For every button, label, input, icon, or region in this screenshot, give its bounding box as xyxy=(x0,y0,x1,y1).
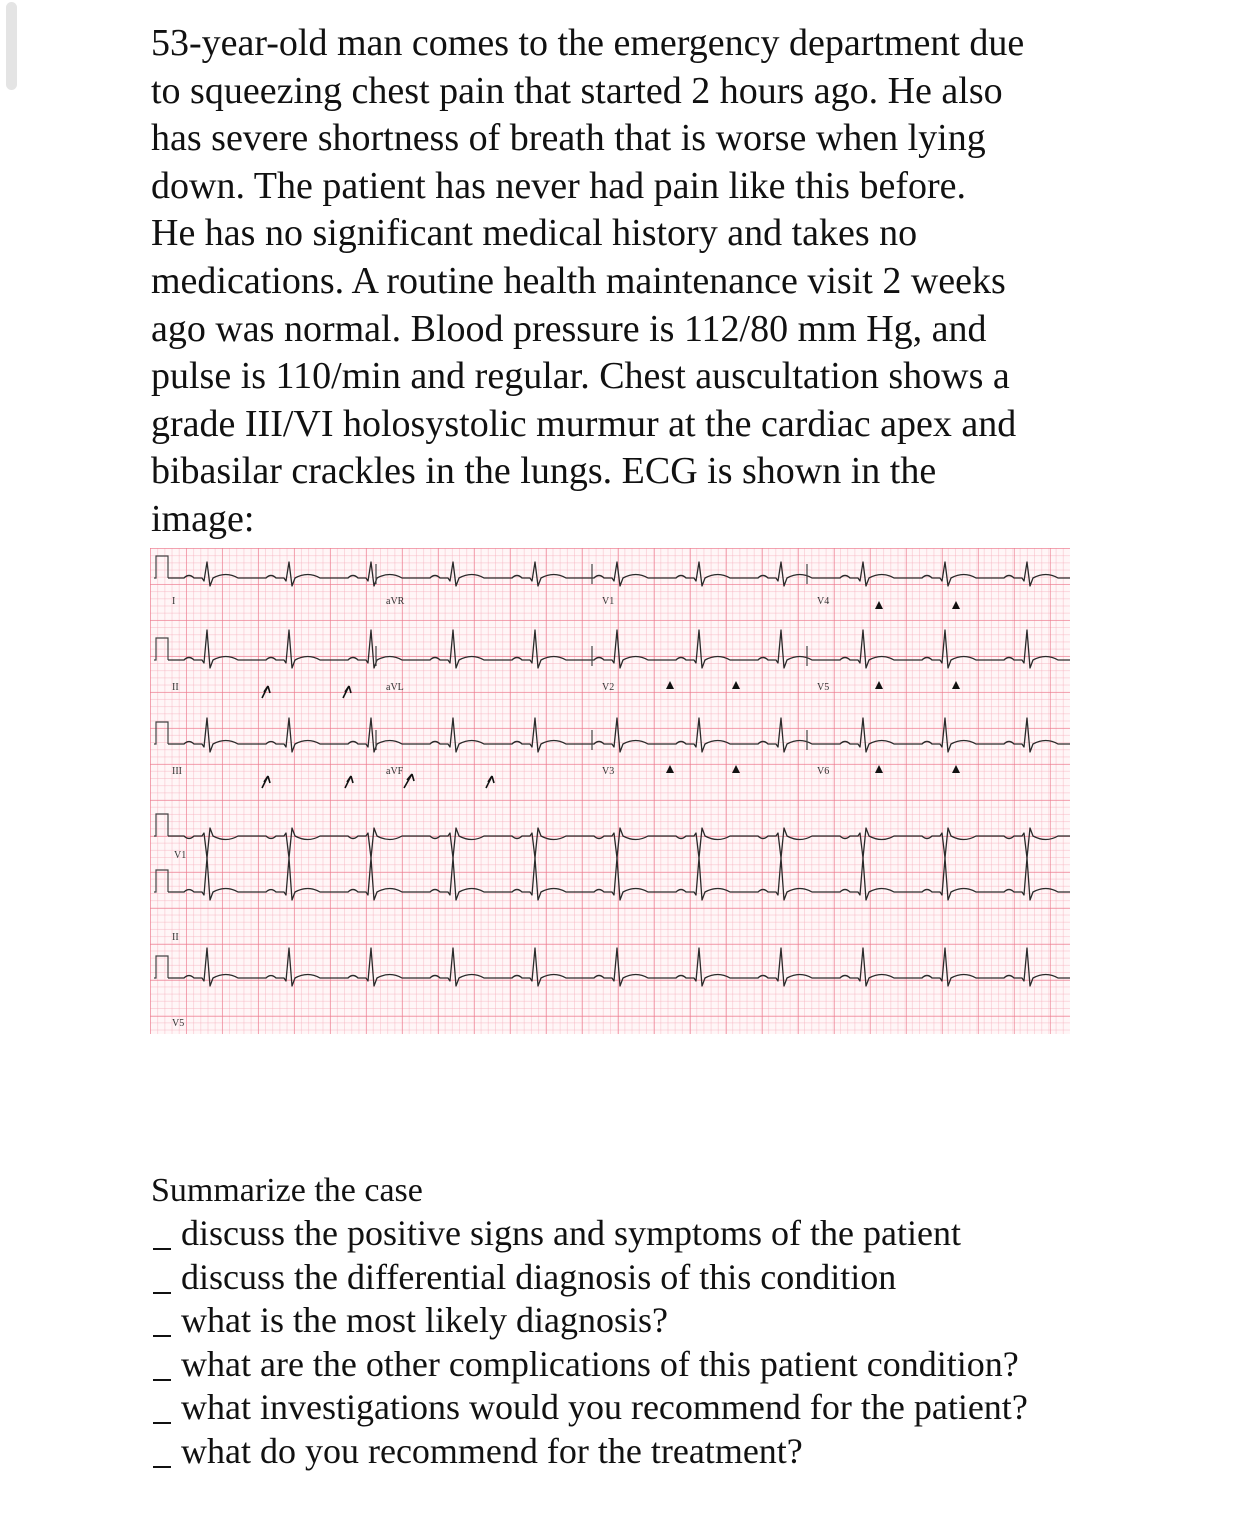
question-text: what investigations would you recommend for the patient? xyxy=(181,1387,1028,1428)
lead-label: V4 xyxy=(817,596,830,607)
triangle-marker xyxy=(666,765,674,773)
triangle-marker xyxy=(875,681,883,689)
triangle-marker xyxy=(732,681,740,689)
lead-label: II xyxy=(172,682,179,693)
question-item xyxy=(151,1343,1151,1387)
lead-label: aVL xyxy=(386,682,404,693)
lead-label: V1 xyxy=(174,850,187,861)
lead-label: V5 xyxy=(172,1018,185,1029)
case-line: ago was normal. Blood pressure is 112/80 mm Hg, and xyxy=(151,307,987,350)
calibration-pulse xyxy=(154,638,168,660)
ecg-trace xyxy=(168,718,1070,752)
triangle-marker xyxy=(875,765,883,773)
calibration-pulse xyxy=(154,870,168,892)
question-list xyxy=(151,1212,1151,1474)
case-line: 53-year-old man comes to the emergency department due xyxy=(151,22,1025,64)
calibration-pulse xyxy=(154,814,168,836)
lead-label: I xyxy=(172,596,176,607)
question-text: what are the other complications of this patient condition? xyxy=(181,1343,1019,1384)
calibration-pulse xyxy=(154,722,168,744)
ecg-trace xyxy=(168,630,1070,668)
ecg-image xyxy=(150,548,1070,1034)
lead-label: V1 xyxy=(602,596,615,607)
triangle-marker xyxy=(666,681,674,689)
ecg-trace xyxy=(168,858,1070,900)
question-item xyxy=(151,1386,1151,1430)
lead-label: III xyxy=(172,766,182,777)
case-line: has severe shortness of breath that is worse when lying xyxy=(151,117,986,160)
question-item xyxy=(151,1212,1151,1256)
arrow-marker xyxy=(486,776,494,788)
triangle-marker xyxy=(952,601,960,609)
case-line: image: xyxy=(151,497,255,540)
question-item xyxy=(151,1299,1151,1343)
case-line: to squeezing chest pain that started 2 hours ago. He also xyxy=(151,69,1003,112)
question-text: discuss the positive signs and symptoms of the patient xyxy=(181,1213,961,1253)
triangle-marker xyxy=(732,765,740,773)
triangle-marker xyxy=(875,601,883,609)
case-description xyxy=(151,20,1111,544)
triangle-marker xyxy=(952,681,960,689)
arrow-marker xyxy=(343,686,351,698)
question-item xyxy=(151,1256,1151,1300)
triangle-marker xyxy=(952,765,960,773)
arrow-marker xyxy=(345,776,353,788)
arrow-marker xyxy=(262,776,270,788)
lead-label: V2 xyxy=(602,682,615,693)
arrow-marker xyxy=(404,774,414,788)
ecg-trace xyxy=(168,948,1070,986)
case-line: pulse is 110/min and regular. Chest auscultation shows a xyxy=(151,355,1010,398)
case-line: He has no significant medical history and takes no xyxy=(151,212,918,255)
lead-label: V3 xyxy=(602,766,615,777)
case-line: medications. A routine health maintenance visit 2 weeks xyxy=(151,259,1006,302)
ecg-trace xyxy=(168,562,1070,586)
lead-label: aVR xyxy=(386,596,405,607)
calibration-pulse xyxy=(154,556,168,578)
lead-label: V6 xyxy=(817,766,830,777)
case-line: down. The patient has never had pain like this before. xyxy=(151,164,966,207)
lead-label: aVF xyxy=(386,766,404,777)
lead-label: V5 xyxy=(817,682,830,693)
summary-heading: Summarize the case xyxy=(151,1172,423,1209)
question-text: discuss the differential diagnosis of this condition xyxy=(181,1256,897,1297)
case-line: grade III/VI holosystolic murmur at the cardiac apex and xyxy=(151,402,1017,445)
case-line: bibasilar crackles in the lungs. ECG is shown in the xyxy=(151,450,937,493)
lead-label: II xyxy=(172,932,179,943)
question-text: what do you recommend for the treatment? xyxy=(181,1430,803,1471)
ecg-trace xyxy=(168,828,1070,858)
question-item xyxy=(151,1430,1151,1474)
arrow-marker xyxy=(262,686,270,698)
scrollbar-thumb[interactable] xyxy=(6,2,17,90)
ecg-tracing xyxy=(150,548,1070,1034)
calibration-pulse xyxy=(154,956,168,978)
question-text: what is the most likely diagnosis? xyxy=(181,1300,668,1341)
